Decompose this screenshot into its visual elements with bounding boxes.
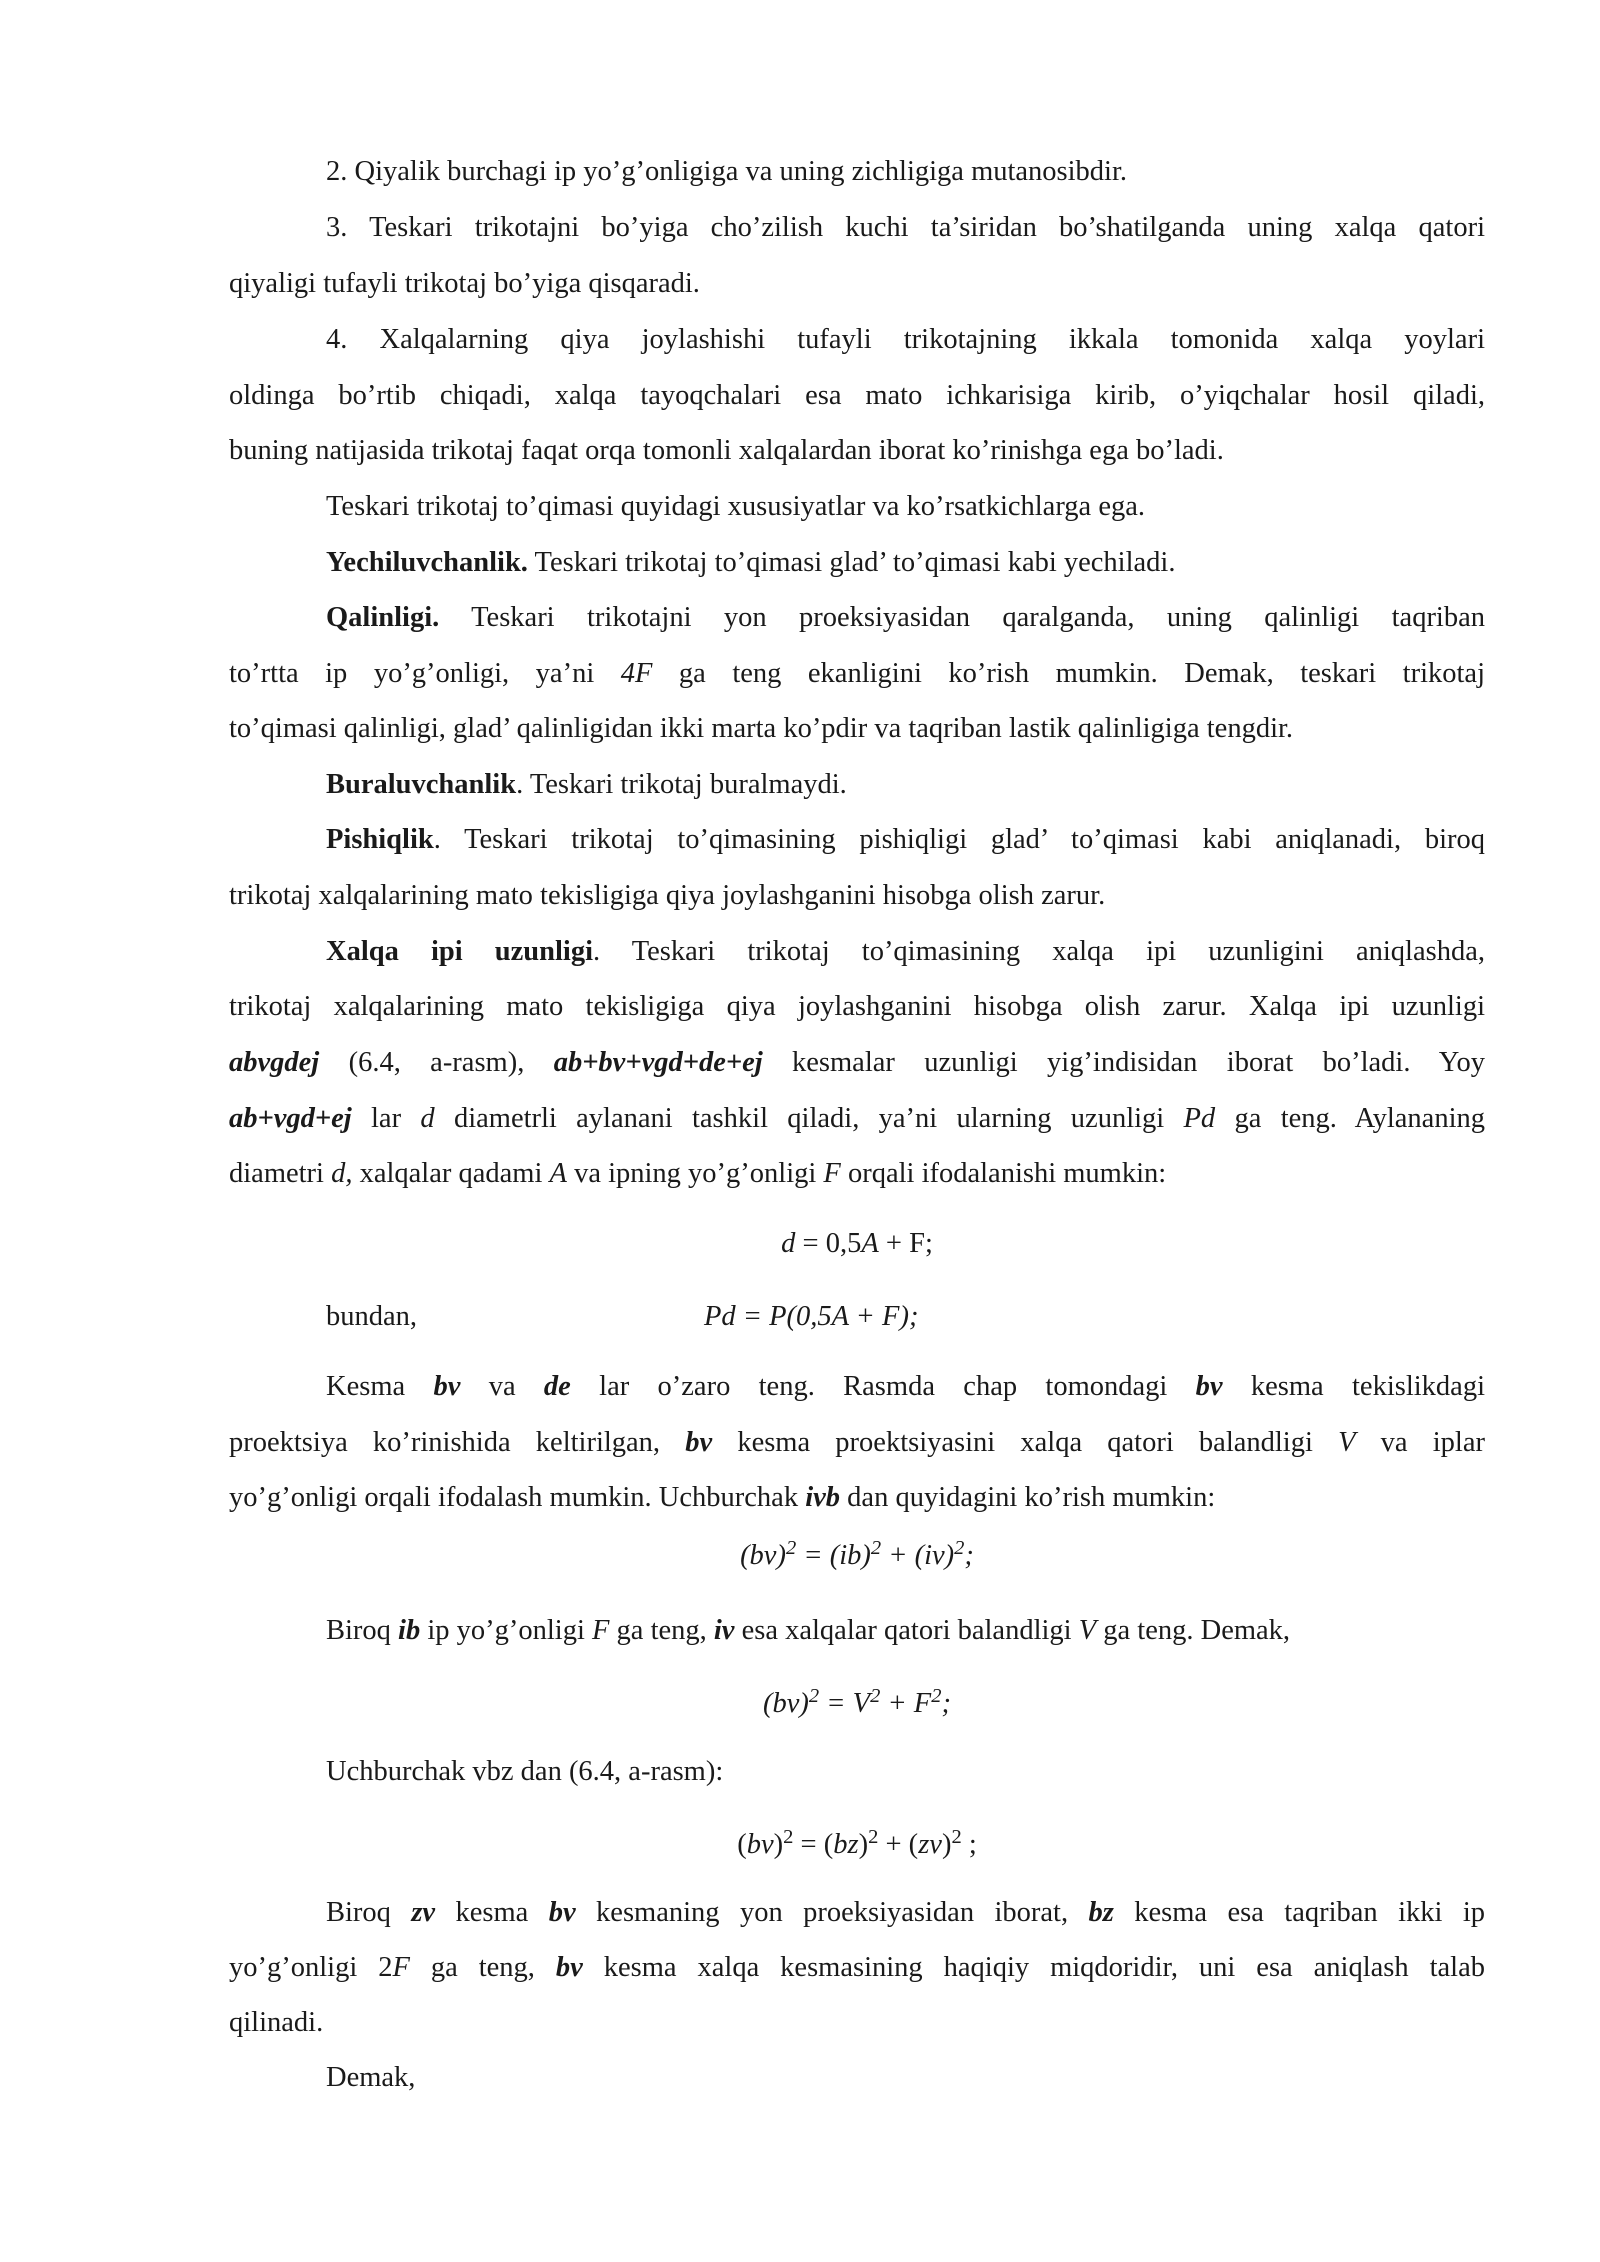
paragraph-biroq-ib: Biroq ib ip yo’g’onligi F ga teng, iv esa xalqalar qatori balandligi V ga teng. Demak, [326,1615,1291,1646]
paragraph-qalinligi-line-2: to’rtta ip yo’g’onligi, ya’ni 4F ga teng ekanligini ko’rish mumkin. Demak, teskari trikotaj [229,658,1485,689]
term: Qalinligi. [326,602,440,633]
list-item-4-line-2: oldinga bo’rtib chiqadi, xalqa tayoqchalari esa mato ichkarisiga kirib, o’yiqchalar hosil qiladi, [229,380,1485,411]
paragraph-qalinligi-line-1: Qalinligi. Teskari trikotajni yon proeksiyasidan qaralganda, uning qalinligi taqriban [326,602,1485,633]
list-item-2: 2. Qiyalik burchagi ip yo’g’onligiga va uning zichligiga mutanosibdir. [326,156,1128,187]
properties-intro: Teskari trikotaj to’qimasi quyidagi xususiyatlar va ko’rsatkichlarga ega. [326,491,1145,522]
paragraph-xalqa-ipi-line-3: abvgdej (6.4, a-rasm), ab+bv+vgd+de+ej kesmalar uzunligi yig’indisidan iborat bo’ladi. Yoy [229,1047,1485,1078]
formula-bv-bz-zv: (bv)$^2$ = (bz)$^2$ + (zv)$^2$ ; [737,1825,977,1860]
term: Xalqa ipi uzunligi [326,936,593,967]
paragraph-demak: Demak, [326,2062,416,2093]
term: Yechiluvchanlik. [326,547,528,578]
paragraph-biroq-zv-line-2: yo’g’onligi 2F ga teng, bv kesma xalqa kesmasining haqiqiy miqdoridir, uni esa aniqlash talab [229,1952,1485,1983]
formula-diameter: d = 0,5A + F; [781,1228,933,1259]
term: Pishiqlik [326,824,434,855]
term: Buraluvchanlik [326,769,517,800]
formula-bv-v-f: $(bv)^2 = V^2 + F^2$; [763,1684,951,1719]
list-item-3-line-2: qiyaligi tufayli trikotaj bo’yiga qisqaradi. [229,268,700,299]
paragraph-kesma-line-3: yo’g’onligi orqali ifodalash mumkin. Uchburchak ivb dan quyidagini ko’rish mumkin: [229,1482,1216,1513]
paragraph-pishiqlik-line-1: Pishiqlik. Teskari trikotaj to’qimasining pishiqligi glad’ to’qimasi kabi aniqlanadi, biroq [326,824,1485,855]
list-item-3-line-1: 3. Teskari trikotajni bo’yiga cho’zilish kuchi ta’siridan bo’shatilganda uning xalqa qatori [326,212,1485,243]
paragraph-xalqa-ipi-line-2: trikotaj xalqalarining mato tekisligiga qiya joylashganini hisobga olish zarur. Xalqa ipi uzunligi [229,991,1485,1022]
paragraph-yechiluvchanlik: Yechiluvchanlik. Teskari trikotaj to’qimasi glad’ to’qimasi kabi yechiladi. [326,547,1176,578]
formula-pd: Pd = P(0,5A + F); [704,1301,919,1332]
paragraph-uchburchak-vbz: Uchburchak vbz dan (6.4, a-rasm): [326,1756,724,1787]
paragraph-buraluvchanlik: Buraluvchanlik. Teskari trikotaj buralmaydi. [326,769,847,800]
paragraph-xalqa-ipi-line-5: diametri d, xalqalar qadami A va ipning yo’g’onligi F orqali ifodalanishi mumkin: [229,1158,1167,1189]
paragraph-xalqa-ipi-line-4: ab+vgd+ej lar d diametrli aylanani tashkil qiladi, ya’ni ularning uzunligi Pd ga teng. Aylananing [229,1103,1485,1134]
paragraph-kesma-line-2: proektsiya ko’rinishida keltirilgan, bv kesma proektsiyasini xalqa qatori balandligi V va iplar [229,1427,1485,1458]
paragraph-xalqa-ipi-line-1: Xalqa ipi uzunligi. Teskari trikotaj to’qimasining xalqa ipi uzunligini aniqlashda, [326,936,1485,967]
paragraph-pishiqlik-line-2: trikotaj xalqalarining mato tekisligiga qiya joylashganini hisobga olish zarur. [229,880,1106,911]
paragraph-biroq-zv-line-1: Biroq zv kesma bv kesmaning yon proeksiyasidan iborat, bz kesma esa taqriban ikki ip [326,1897,1485,1928]
formula-bv-ib-iv: (bv)$^2$ = (ib)$^2$ + (iv)$^2$; [740,1536,974,1571]
paragraph-kesma-line-1: Kesma bv va de lar o’zaro teng. Rasmda chap tomondagi bv kesma tekislikdagi [326,1371,1485,1402]
list-item-4-line-1: 4. Xalqalarning qiya joylashishi tufayli trikotajning ikkala tomonida xalqa yoylari [326,324,1485,355]
paragraph-biroq-zv-line-3: qilinadi. [229,2007,324,2038]
paragraph-qalinligi-line-3: to’qimasi qalinligi, glad’ qalinligidan ikki marta ko’pdir va taqriban lastik qalinligiga tengdir. [229,713,1294,744]
list-item-4-line-3: buning natijasida trikotaj faqat orqa tomonli xalqalardan iborat ko’rinishga ega bo’ladi. [229,435,1224,466]
bundan-label: bundan, [326,1301,418,1332]
